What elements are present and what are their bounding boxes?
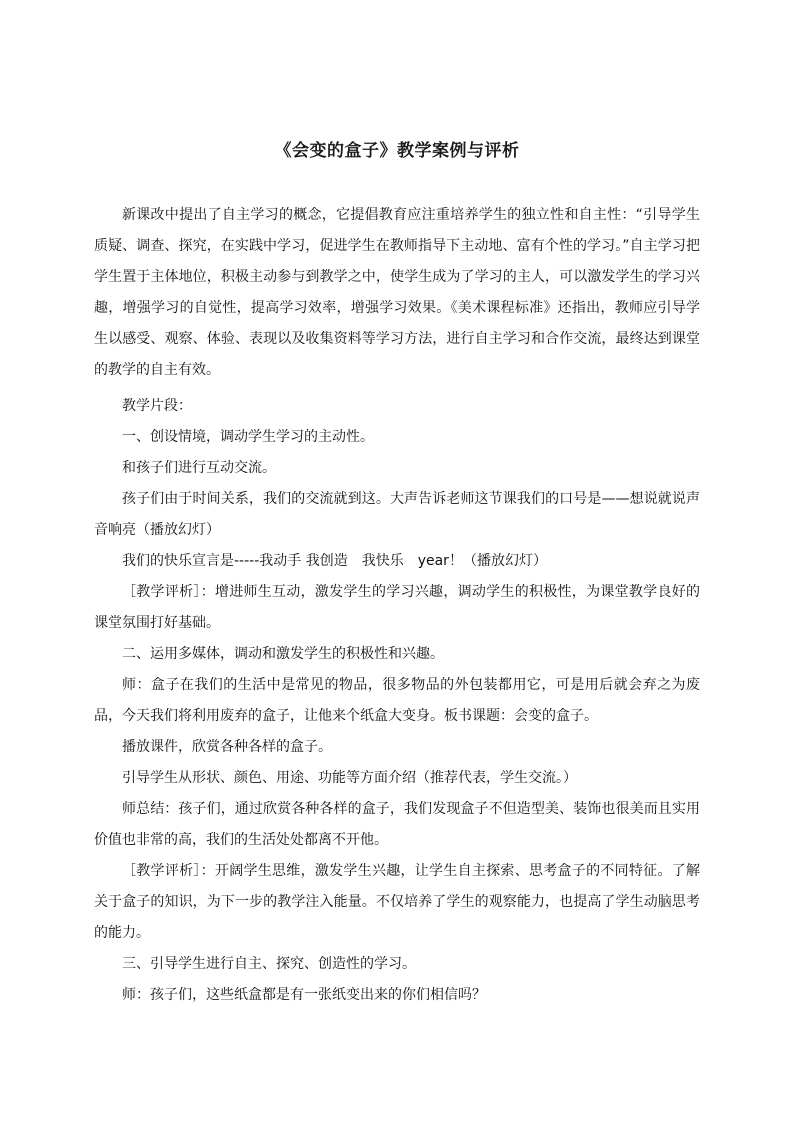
- paragraph-analysis-2: ［教学评析］：开阔学生思维，激发学生兴趣，让学生自主探索、思考盒子的不同特征。了解关于盒子的知识，为下一步的教学注入能量。不仅培养了学生的观察能力，也提高了学生动脑思考的能力。: [94, 863, 700, 941]
- paragraph-section-2-heading: 二、运用多媒体，调动和激发学生的积极性和兴趣。: [122, 646, 444, 662]
- paragraph-declaration: 我们的快乐宣言是-----我动手 我创造 我快乐 year！（播放幻灯）: [122, 553, 547, 569]
- paragraph-play-courseware: 播放课件，欣赏各种各样的盒子。: [122, 739, 332, 755]
- paragraph-guide-students: 引导学生从形状、颜色、用途、功能等方面介绍（推荐代表，学生交流。）: [122, 770, 577, 786]
- paragraph-teacher-intro: 师：盒子在我们的生活中是常见的物品，很多物品的外包装都用它，可是用后就会弃之为废品，今天我们将利用废弃的盒子，让他来个纸盒大变身。板书课题：会变的盒子。: [94, 677, 700, 724]
- paragraph-analysis-1: ［教学评析］：增进师生互动，激发学生的学习兴趣，调动学生的积极性，为课堂教学良好的课堂氛围打好基础。: [94, 584, 700, 631]
- document-title: 《会变的盒子》教学案例与评析: [274, 141, 520, 161]
- paragraph-teaching-segment: 教学片段：: [122, 398, 192, 414]
- paragraph-slogan: 孩子们由于时间关系，我们的交流就到这。大声告诉老师这节课我们的口号是——想说就说声音响亮（播放幻灯）: [94, 491, 700, 538]
- paragraph-section-1-heading: 一、创设情境，调动学生学习的主动性。: [122, 429, 374, 445]
- paragraph-section-3-heading: 三、引导学生进行自主、探究、创造性的学习。: [122, 956, 416, 972]
- paragraph-intro: 新课改中提出了自主学习的概念，它提倡教育应注重培养学生的独立性和自主性：“引导学生质疑、调查、探究，在实践中学习，促进学生在教师指导下主动地、富有个性的学习。”自主学习把学生置于主体地位，积极主动参与到教学之中，使学生成为了学习的主人，可以激发学生的学习兴趣，增强学习的自觉性，提高学习效率，增强学习效果。《美术课程标准》还指出，教师应引导学生以感受、观察、体验、表现以及收集资料等学习方法，进行自主学习和合作交流，最终达到课堂的教学的自主有效。: [94, 207, 700, 378]
- document-body: [94, 200, 700, 1011]
- paragraph-interaction: 和孩子们进行互动交流。: [122, 460, 276, 476]
- paragraph-teacher-summary: 师总结：孩子们，通过欣赏各种各样的盒子，我们发现盒子不但造型美、装饰也很美而且实用价值也非常的高，我们的生活处处都离不开他。: [94, 801, 700, 848]
- paragraph-teacher-question: 师：孩子们，这些纸盒都是有一张纸变出来的你们相信吗？: [122, 987, 486, 1003]
